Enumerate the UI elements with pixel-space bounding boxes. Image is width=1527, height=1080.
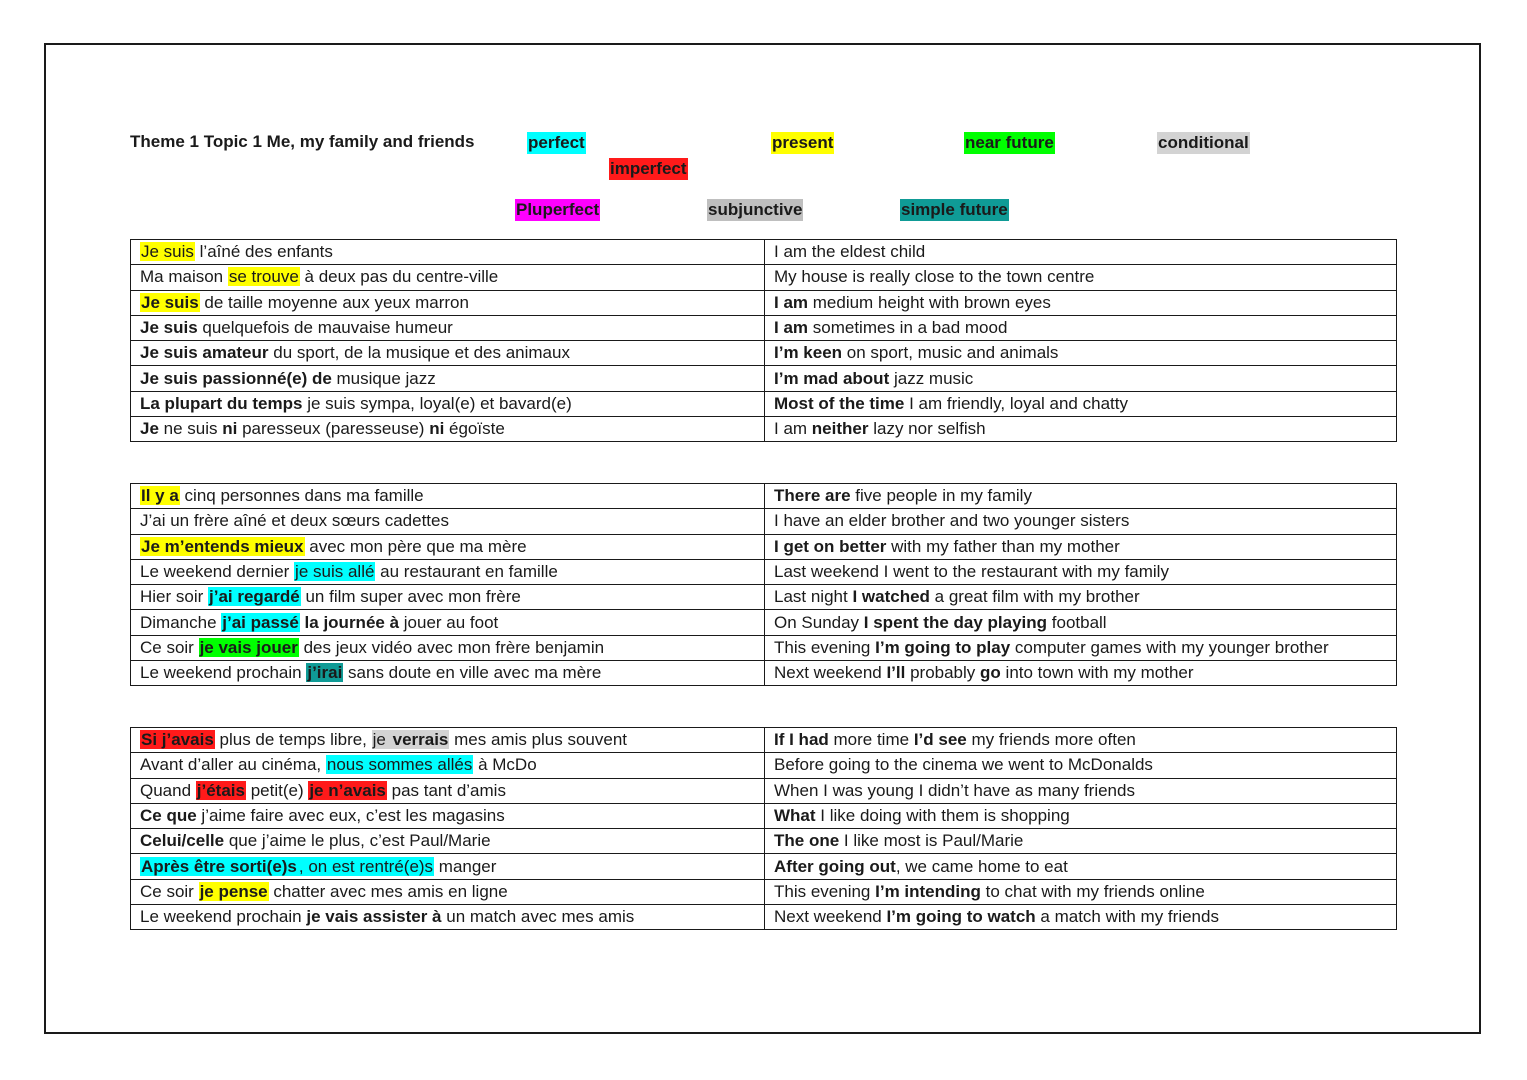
highlighted-phrase: je xyxy=(372,730,391,750)
phrase-text: Je xyxy=(140,419,164,439)
table-row xyxy=(131,534,1397,559)
english-cell xyxy=(765,585,1397,610)
english-cell xyxy=(765,391,1397,416)
phrase-text: ni xyxy=(222,419,238,439)
french-cell xyxy=(131,854,765,879)
phrase-text: un match avec mes amis xyxy=(441,907,635,927)
phrase-text: des jeux vidéo avec mon frère benjamin xyxy=(298,637,605,657)
table-row xyxy=(131,559,1397,584)
phrase-text: Je suis passionné(e) de xyxy=(140,368,332,388)
table-row xyxy=(131,879,1397,904)
phrase-text: l’aîné des enfants xyxy=(194,242,333,262)
table-row xyxy=(131,417,1397,442)
table-row xyxy=(131,484,1397,509)
phrase-text: je suis sympa, loyal(e) et bavard(e) xyxy=(302,393,572,413)
french-cell xyxy=(131,778,765,803)
phrase-text: I’m intending xyxy=(875,881,981,901)
phrase-text: I am the eldest child xyxy=(774,242,926,262)
phrase-text: probably xyxy=(905,663,981,683)
phrase-text: chatter avec mes amis en ligne xyxy=(268,881,508,901)
french-cell xyxy=(131,366,765,391)
table-row xyxy=(131,509,1397,534)
phrase-text: neither xyxy=(811,419,869,439)
phrase-text: I am xyxy=(774,318,809,338)
phrase-text: to chat with my friends online xyxy=(980,881,1205,901)
highlighted-phrase: j’ai passé xyxy=(222,612,299,632)
phrase-text: cinq personnes dans ma famille xyxy=(179,486,424,506)
phrase-text: The one xyxy=(774,831,840,851)
phrase-text: Le weekend dernier xyxy=(140,562,295,582)
phrase-text: After going out xyxy=(774,856,896,876)
english-cell xyxy=(765,829,1397,854)
legend-perfect: perfect xyxy=(528,133,585,152)
phrase-text: Celui/celle xyxy=(140,831,225,851)
table-row xyxy=(131,905,1397,930)
french-cell xyxy=(131,803,765,828)
phrase-text: my friends more often xyxy=(966,730,1136,750)
phrase-text: je vais assister à xyxy=(306,907,442,927)
phrase-text: ni xyxy=(429,419,445,439)
phrase-text: j’aime faire avec eux, c’est les magasins xyxy=(196,806,505,826)
french-cell xyxy=(131,315,765,340)
phrase-text: Next weekend xyxy=(774,907,887,927)
phrase-text: When I was young I didn’t have as many friends xyxy=(774,780,1135,800)
highlighted-phrase: Je suis xyxy=(141,242,194,262)
table-row xyxy=(131,240,1397,265)
table-row xyxy=(131,610,1397,635)
legend-conditional: conditional xyxy=(1158,133,1249,152)
english-cell xyxy=(765,240,1397,265)
phrase-text: musique jazz xyxy=(331,368,436,388)
phrase-text: I like most is Paul/Marie xyxy=(839,831,1024,851)
phrase-text: This evening xyxy=(774,637,876,657)
french-cell xyxy=(131,559,765,584)
highlighted-phrase: Il y a xyxy=(141,486,179,506)
phrase-text: Le weekend prochain xyxy=(140,663,307,683)
phrase-text: de taille moyenne aux yeux marron xyxy=(199,292,469,312)
french-cell xyxy=(131,905,765,930)
phrase-text: I am xyxy=(774,292,809,312)
phrase-text: Avant d’aller au cinéma, xyxy=(140,755,326,775)
phrase-text: suis xyxy=(182,419,223,439)
phrase-text: Le weekend prochain xyxy=(140,907,307,927)
phrase-text: un film super avec mon frère xyxy=(300,587,521,607)
phrase-text: Most of the time xyxy=(774,393,905,413)
table-row xyxy=(131,854,1397,879)
english-cell xyxy=(765,778,1397,803)
phrase-text: que j’aime le plus, c’est Paul/Marie xyxy=(224,831,491,851)
phrase-text: quelquefois de mauvaise humeur xyxy=(197,318,453,338)
english-cell xyxy=(765,265,1397,290)
phrase-text: Dimanche xyxy=(140,612,222,632)
english-cell xyxy=(765,341,1397,366)
french-cell xyxy=(131,417,765,442)
phrase-text: What xyxy=(774,806,816,826)
phrase-text: I watched xyxy=(852,587,930,607)
phrase-text: Before going to the cinema we went to McDonalds xyxy=(774,755,1153,775)
phrase-text: I’d see xyxy=(913,730,967,750)
highlighted-phrase: Je m’entends mieux xyxy=(141,536,304,556)
french-cell xyxy=(131,341,765,366)
vocab-table-friends xyxy=(130,727,1397,930)
phrase-text: with my father than my mother xyxy=(886,536,1120,556)
phrase-text: I’m keen xyxy=(774,343,843,363)
phrase-text: Ce soir xyxy=(140,637,199,657)
highlighted-phrase: je pense xyxy=(199,881,268,901)
french-cell xyxy=(131,391,765,416)
phrase-text: jazz music xyxy=(889,368,974,388)
highlighted-phrase: je n’avais xyxy=(309,780,386,800)
phrase-text: Ce soir xyxy=(140,881,199,901)
legend-simple-future: simple future xyxy=(901,200,1008,219)
phrase-text: , we came home to eat xyxy=(895,856,1068,876)
english-cell xyxy=(765,366,1397,391)
french-cell xyxy=(131,610,765,635)
phrase-text: petit(e) xyxy=(245,780,309,800)
phrase-text: Ma maison xyxy=(140,267,228,287)
english-cell xyxy=(765,534,1397,559)
table-row xyxy=(131,391,1397,416)
phrase-text: du sport, de la musique et des animaux xyxy=(268,343,570,363)
phrase-text: ne xyxy=(163,419,183,439)
phrase-text: Last weekend I went to the restaurant with my family xyxy=(774,562,1169,582)
highlighted-phrase: j’étais xyxy=(196,780,245,800)
phrase-text: I am friendly, loyal and chatty xyxy=(904,393,1128,413)
english-cell xyxy=(765,417,1397,442)
phrase-text: paresseux (paresseuse) xyxy=(237,419,430,439)
table-row xyxy=(131,778,1397,803)
phrase-text: I am xyxy=(774,419,812,439)
french-cell xyxy=(131,879,765,904)
table-row xyxy=(131,803,1397,828)
highlighted-phrase: je suis allé xyxy=(295,562,375,582)
phrase-text: lazy nor selfish xyxy=(868,419,986,439)
legend-imperfect: imperfect xyxy=(610,159,687,178)
phrase-text: mes amis plus souvent xyxy=(449,730,628,750)
highlighted-phrase: je vais jouer xyxy=(199,637,298,657)
table-row xyxy=(131,265,1397,290)
english-cell xyxy=(765,854,1397,879)
french-cell xyxy=(131,484,765,509)
french-cell xyxy=(131,265,765,290)
vocab-table-family xyxy=(130,483,1397,686)
table-row xyxy=(131,290,1397,315)
table-row xyxy=(131,635,1397,660)
phrase-text: There are xyxy=(774,486,851,506)
phrase-text: jouer au foot xyxy=(399,612,499,632)
phrase-text: I get on better xyxy=(774,536,887,556)
english-cell xyxy=(765,509,1397,534)
legend-subjunctive: subjunctive xyxy=(708,200,803,219)
english-cell xyxy=(765,484,1397,509)
english-cell xyxy=(765,661,1397,686)
table-row xyxy=(131,728,1397,753)
phrase-text: Je suis amateur xyxy=(140,343,269,363)
highlighted-phrase: verrais xyxy=(392,730,449,750)
phrase-text: sometimes in a bad mood xyxy=(808,318,1008,338)
phrase-text: avec mon père que ma mère xyxy=(304,536,527,556)
phrase-text: I like doing with them is shopping xyxy=(815,806,1070,826)
phrase-text: égoïste xyxy=(444,419,505,439)
legend-present: present xyxy=(772,133,834,152)
phrase-text: on sport, music and animals xyxy=(842,343,1059,363)
english-cell xyxy=(765,610,1397,635)
phrase-text: pas tant d’amis xyxy=(386,780,506,800)
highlighted-phrase: Je suis xyxy=(141,292,199,312)
table-row xyxy=(131,341,1397,366)
phrase-text: I’m going to play xyxy=(875,637,1011,657)
phrase-text: Ce que xyxy=(140,806,197,826)
english-cell xyxy=(765,905,1397,930)
phrase-text: football xyxy=(1047,612,1107,632)
phrase-text: medium height with brown eyes xyxy=(808,292,1051,312)
phrase-text: more time xyxy=(828,730,914,750)
phrase-text: J’ai un frère aîné et deux sœurs cadettes xyxy=(140,511,449,531)
french-cell xyxy=(131,753,765,778)
phrase-text: I’m mad about xyxy=(774,368,890,388)
phrase-text: Last night xyxy=(774,587,853,607)
english-cell xyxy=(765,728,1397,753)
phrase-text: I have an elder brother and two younger sisters xyxy=(774,511,1130,531)
french-cell xyxy=(131,661,765,686)
table-row xyxy=(131,366,1397,391)
english-cell xyxy=(765,315,1397,340)
english-cell xyxy=(765,559,1397,584)
legend-pluperfect: Pluperfect xyxy=(516,200,600,219)
vocab-table-personality xyxy=(130,239,1397,442)
french-cell xyxy=(131,728,765,753)
phrase-text: go xyxy=(980,663,1001,683)
phrase-text: I’ll xyxy=(886,663,906,683)
highlighted-phrase: Si j’avais xyxy=(141,730,214,750)
phrase-text: into town with my mother xyxy=(1000,663,1194,683)
french-cell xyxy=(131,509,765,534)
french-cell xyxy=(131,635,765,660)
phrase-text: sans doute en ville avec ma mère xyxy=(343,663,602,683)
phrase-text: computer games with my younger brother xyxy=(1010,637,1329,657)
english-cell xyxy=(765,290,1397,315)
legend-near-future: near future xyxy=(965,133,1054,152)
french-cell xyxy=(131,290,765,315)
table-row xyxy=(131,661,1397,686)
phrase-text: I’m going to watch xyxy=(886,907,1036,927)
phrase-text: Je suis xyxy=(140,318,198,338)
phrase-text: au restaurant en famille xyxy=(375,562,558,582)
phrase-text: Hier soir xyxy=(140,587,209,607)
table-row xyxy=(131,315,1397,340)
english-cell xyxy=(765,635,1397,660)
table-row xyxy=(131,753,1397,778)
phrase-text: This evening xyxy=(774,881,876,901)
highlighted-phrase: se trouve xyxy=(228,267,299,287)
highlighted-phrase: nous sommes allés xyxy=(326,755,473,775)
page-title: Theme 1 Topic 1 Me, my family and friends xyxy=(130,132,475,151)
french-cell xyxy=(131,240,765,265)
highlighted-phrase: Après être sorti(e)s xyxy=(141,856,297,876)
phrase-text: a match with my friends xyxy=(1035,907,1219,927)
phrase-text: My house is really close to the town centre xyxy=(774,267,1095,287)
table-row xyxy=(131,829,1397,854)
table-row xyxy=(131,585,1397,610)
phrase-text: Quand xyxy=(140,780,196,800)
french-cell xyxy=(131,829,765,854)
english-cell xyxy=(765,879,1397,904)
phrase-text: la journée à xyxy=(299,612,400,632)
phrase-text: à McDo xyxy=(473,755,537,775)
phrase-text: If I had xyxy=(774,730,829,750)
phrase-text: a great film with my brother xyxy=(929,587,1140,607)
phrase-text: à deux pas du centre-ville xyxy=(299,267,499,287)
phrase-text: Next weekend xyxy=(774,663,887,683)
highlighted-phrase: j’ai regardé xyxy=(209,587,300,607)
french-cell xyxy=(131,585,765,610)
highlighted-phrase: j’irai xyxy=(307,663,343,683)
highlighted-phrase: , on est rentré(e)s xyxy=(298,856,434,876)
phrase-text: La plupart du temps xyxy=(140,393,303,413)
phrase-text: On Sunday xyxy=(774,612,864,632)
french-cell xyxy=(131,534,765,559)
phrase-text: five people in my family xyxy=(850,486,1032,506)
phrase-text: plus de temps libre, xyxy=(214,730,372,750)
english-cell xyxy=(765,753,1397,778)
english-cell xyxy=(765,803,1397,828)
phrase-text: I spent the day playing xyxy=(863,612,1048,632)
phrase-text: manger xyxy=(434,856,497,876)
